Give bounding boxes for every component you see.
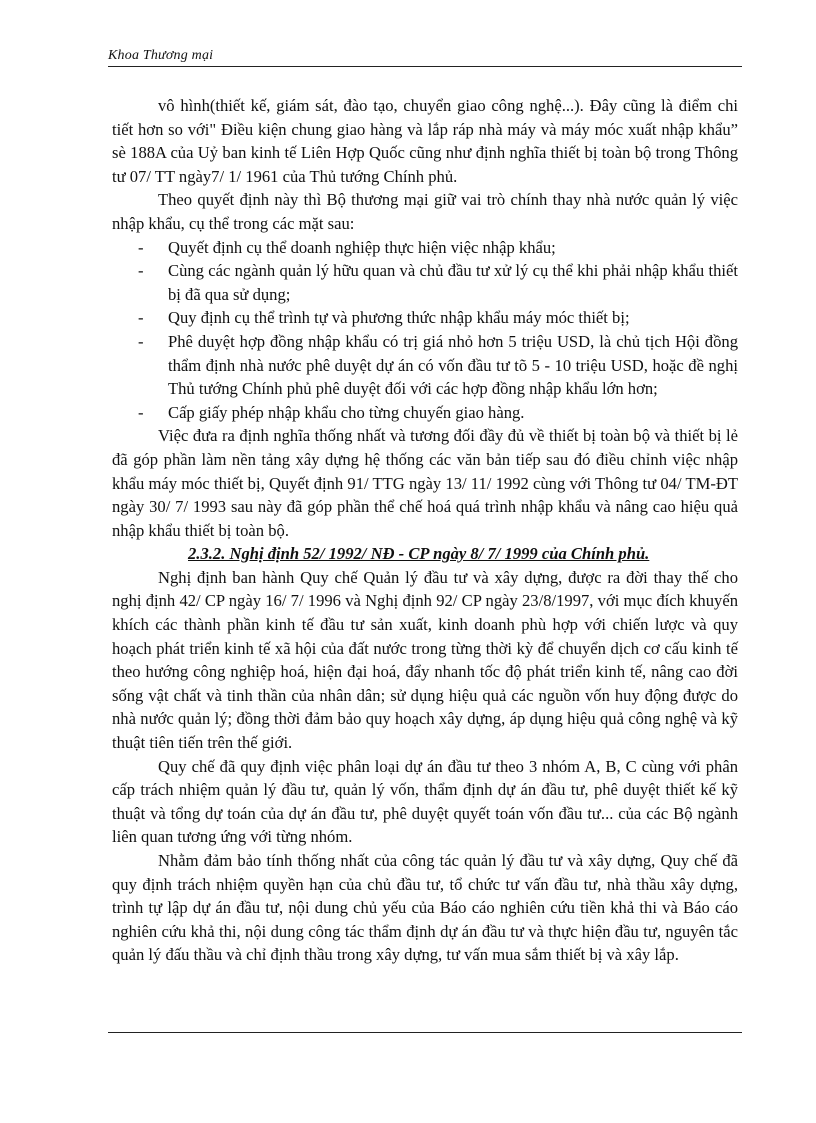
paragraph-definition-impact: Việc đưa ra định nghĩa thống nhất và tương đối đầy đủ về thiết bị toàn bộ và thiết bị lẻ đã góp phần làm nền tảng xây dựng hệ thống các văn bản tiếp sau đó điều chỉnh việc nhập khẩu máy móc thiết bị, Quyết định 91/ TTG ngày 13/ 11/ 1992 cùng với Thông tư 04/ TM-ĐT ngày 30/ 7/ 1993 sau này đã góp phần thể chế hoá quá trình nhập khẩu và nâng cao hiệu quả nhập khẩu thiết bị toàn bộ.	[112, 426, 738, 540]
section-heading: 2.3.2. Nghị định 52/ 1992/ NĐ - CP ngày 8/ 7/ 1999 của Chính phủ.	[188, 544, 650, 564]
bullet-marker: -	[138, 261, 144, 281]
header-title: Khoa Thương mại	[108, 48, 214, 63]
bullet-marker: -	[138, 308, 144, 328]
list-item: - Quy định cụ thể trình tự và phương thức nhập khẩu máy móc thiết bị;	[112, 306, 738, 330]
paragraph-decree-purpose: Nghị định ban hành Quy chế Quản lý đầu tư và xây dựng, được ra đời thay thế cho nghị định 42/ CP ngày 16/ 7/ 1996 và Nghị định 92/ CP ngày 23/8/1997, với mục đích khuyến khích các thành phần kinh tế đầu tư sản xuất, kinh doanh phù hợp với chiến lược và quy hoạch phát triển kinh tế xã hội của đất nước trong từng thời kỳ để chuyển dịch cơ cấu kinh tế theo hướng công nghiệp hoá, hiện đại hoá, đẩy nhanh tốc độ phát triển kinh tế, nâng cao đời sống vật chất và tinh thần của nhân dân; sử dụng hiệu quả các nguồn vốn huy động được do nhà nước quản lý; đồng thời đảm bảo quy hoạch xây dựng, áp dụng hiệu quả công nghệ và kỹ thuật tiên tiến trên thế giới.	[112, 567, 738, 753]
document-body	[112, 94, 738, 967]
paragraph-project-classification: Quy chế đã quy định việc phân loại dự án đầu tư theo 3 nhóm A, B, C cùng với phân cấp trách nhiệm quản lý đầu tư, quản lý vốn, thẩm định dự án đầu tư, phê duyệt thiết kế kỹ thuật và tổng dự toán của dự án đầu tư, phê duyệt quyết toán vốn đầu tư... của các Bộ ngành liên quan tương ứng với từng nhóm.	[112, 756, 738, 847]
footer-divider	[108, 1032, 742, 1033]
list-item: - Phê duyệt hợp đồng nhập khẩu có trị giá nhỏ hơn 5 triệu USD, là chủ tịch Hội đồng thẩm định nhà nước phê duyệt dự án có vốn đầu tư tõ 5 - 10 triệu USD, hoặc đề nghị Thủ tướng Chính phủ phê duyệt đối với các hợp đồng nhập khẩu lớn hơn;	[138, 331, 738, 399]
bullet-marker: -	[138, 237, 144, 257]
paragraph-ministry-role: Theo quyết định này thì Bộ thương mại giữ vai trò chính thay nhà nước quản lý việc nhập khẩu, cụ thể trong các mặt sau:	[112, 190, 738, 233]
paragraph-intro-continued: vô hình(thiết kế, giám sát, đào tạo, chuyển giao công nghệ...). Đây cũng là điểm chi tiết hơn so với" Điều kiện chung giao hàng và lắp ráp nhà máy và máy móc xuất nhập khẩu” sè 188A của Uỷ ban kinh tế Liên Hợp Quốc cũng như định nghĩa thiết bị toàn bộ trong Thông tư 07/ TT ngày7/ 1/ 1961 của Thủ tướng Chính phủ.	[112, 96, 738, 186]
list-item: - Cùng các ngành quản lý hữu quan và chủ đầu tư xử lý cụ thể khi phải nhập khẩu thiết bị đã qua sử dụng;	[138, 261, 738, 304]
list-item: - Cấp giấy phép nhập khẩu cho từng chuyến giao hàng.	[112, 401, 738, 425]
list-item: - Quyết định cụ thể doanh nghiệp thực hiện việc nhập khẩu;	[112, 236, 738, 260]
bullet-marker: -	[138, 402, 144, 422]
page-header	[108, 46, 742, 67]
bullet-marker: -	[138, 331, 144, 351]
paragraph-investor-responsibilities: Nhằm đảm bảo tính thống nhất của công tác quản lý đầu tư và xây dựng, Quy chế đã quy định trách nhiệm quyền hạn của chủ đầu tư, tổ chức tư vấn đầu tư, nhà thầu xây dựng, trình tự lập dự án đầu tư, nội dung chủ yếu của Báo cáo nghiên cứu tiền khả thi và Báo cáo nghiên cứu khả thi, nội dung công tác thẩm định dự án đầu tư và thực hiện đầu tư, nguyên tắc quản lý đấu thầu và chỉ định thầu trong xây dựng, tư vấn mua sắm thiết bị và xây lắp.	[112, 851, 738, 965]
responsibility-list	[112, 236, 738, 425]
